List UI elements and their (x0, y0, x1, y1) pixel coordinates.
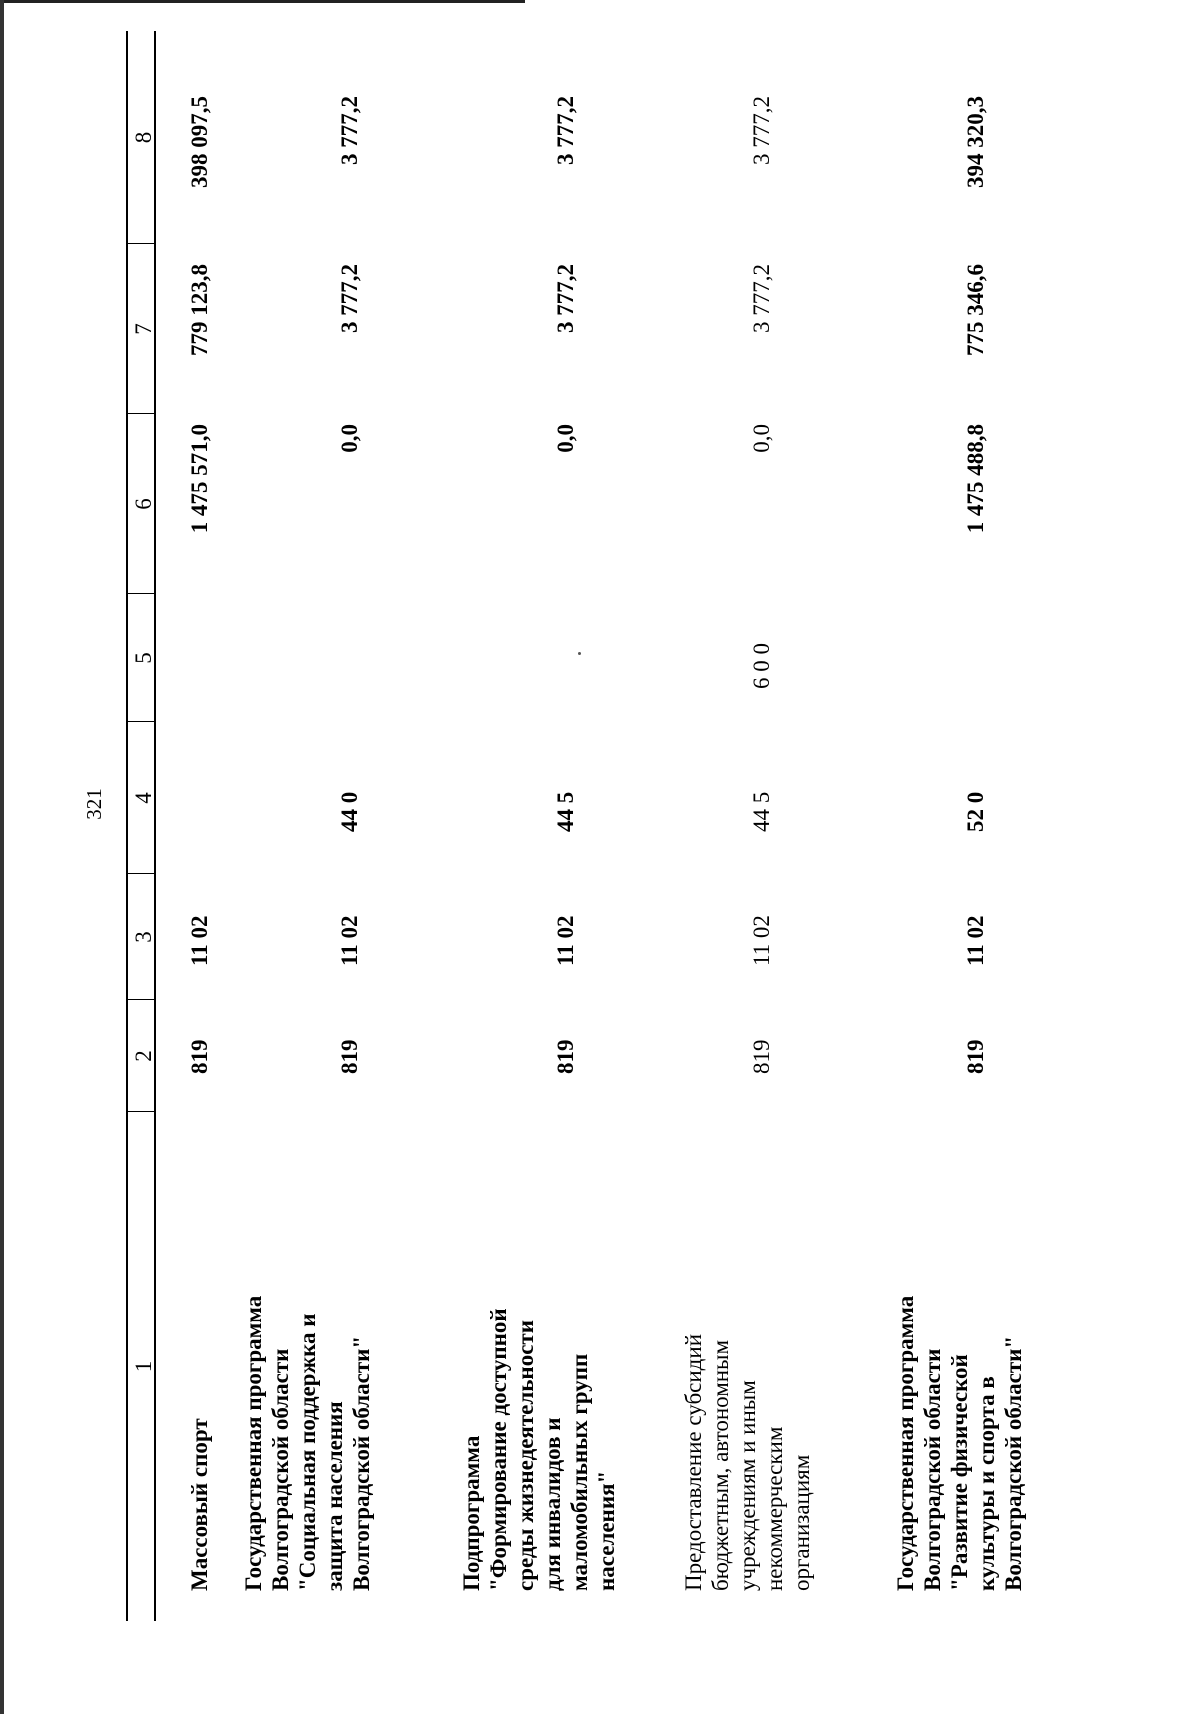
row-2-c3: 11 02 (337, 915, 362, 966)
header-top-rule (126, 31, 128, 1621)
row-4-c7: 3 777,2 (749, 264, 774, 333)
column-number-8: 8 (131, 131, 156, 144)
row-1-name: Массовый спорт (187, 1418, 212, 1591)
row-3-name: Подпрограмма "Формирование доступной среды жизнедеятельности для инвалидов и маломобильных групп населения" (459, 1308, 619, 1591)
row-5-c3: 11 02 (963, 915, 988, 966)
row-5-c6: 1 475 488,8 (963, 424, 988, 534)
row-4-c6: 0,0 (749, 424, 774, 453)
page-number: 321 (82, 788, 106, 820)
row-2-c6: 0,0 (337, 424, 362, 453)
row-5-c8: 394 320,3 (963, 96, 988, 188)
row-5-c2: 819 (963, 1039, 988, 1074)
row-3-c3: 11 02 (553, 915, 578, 966)
row-3-c2: 819 (553, 1039, 578, 1074)
row-5-name: Государственная программа Волгоградской области "Развитие физической культуры и спорта в Волгоградской области" (893, 1295, 1026, 1591)
row-4-c5: 6 0 0 (749, 643, 774, 689)
row-1-c8: 398 097,5 (187, 96, 212, 188)
row-4-c3: 11 02 (749, 915, 774, 966)
column-number-2: 2 (131, 1050, 156, 1062)
row-4-name: Предоставление субсидий бюджетным, автономным учреждениям и иным некоммерческим организациям (681, 1334, 814, 1591)
column-number-3: 3 (131, 931, 156, 943)
row-4-c4: 44 5 (749, 791, 774, 832)
row-4-c2: 819 (749, 1039, 774, 1074)
column-number-4: 4 (131, 792, 156, 804)
column-number-1: 1 (131, 1360, 156, 1373)
row-3-c6: 0,0 (553, 424, 578, 453)
row-3-c7: 3 777,2 (553, 264, 578, 333)
row-5-c7: 775 346,6 (963, 264, 988, 356)
row-2-c7: 3 777,2 (337, 264, 362, 333)
column-number-5: 5 (131, 652, 156, 664)
row-3-c8: 3 777,2 (553, 96, 578, 165)
row-2-c8: 3 777,2 (337, 96, 362, 165)
row-3-c4: 44 5 (553, 791, 578, 832)
row-1-c7: 779 123,8 (187, 264, 212, 356)
column-number-6: 6 (131, 498, 156, 510)
row-2-c4: 44 0 (337, 791, 362, 832)
row-2-name: Государственная программа Волгоградской области "Социальная поддержка и защита населения Волгоградской области" (241, 1295, 374, 1591)
row-5-c4: 52 0 (963, 791, 988, 832)
row-1-c6: 1 475 571,0 (187, 424, 212, 534)
row-1-c2: 819 (187, 1039, 212, 1074)
column-number-7: 7 (131, 323, 156, 335)
row-4-c8: 3 777,2 (749, 96, 774, 165)
row-1-c3: 11 02 (187, 915, 212, 966)
row-2-c2: 819 (337, 1039, 362, 1074)
